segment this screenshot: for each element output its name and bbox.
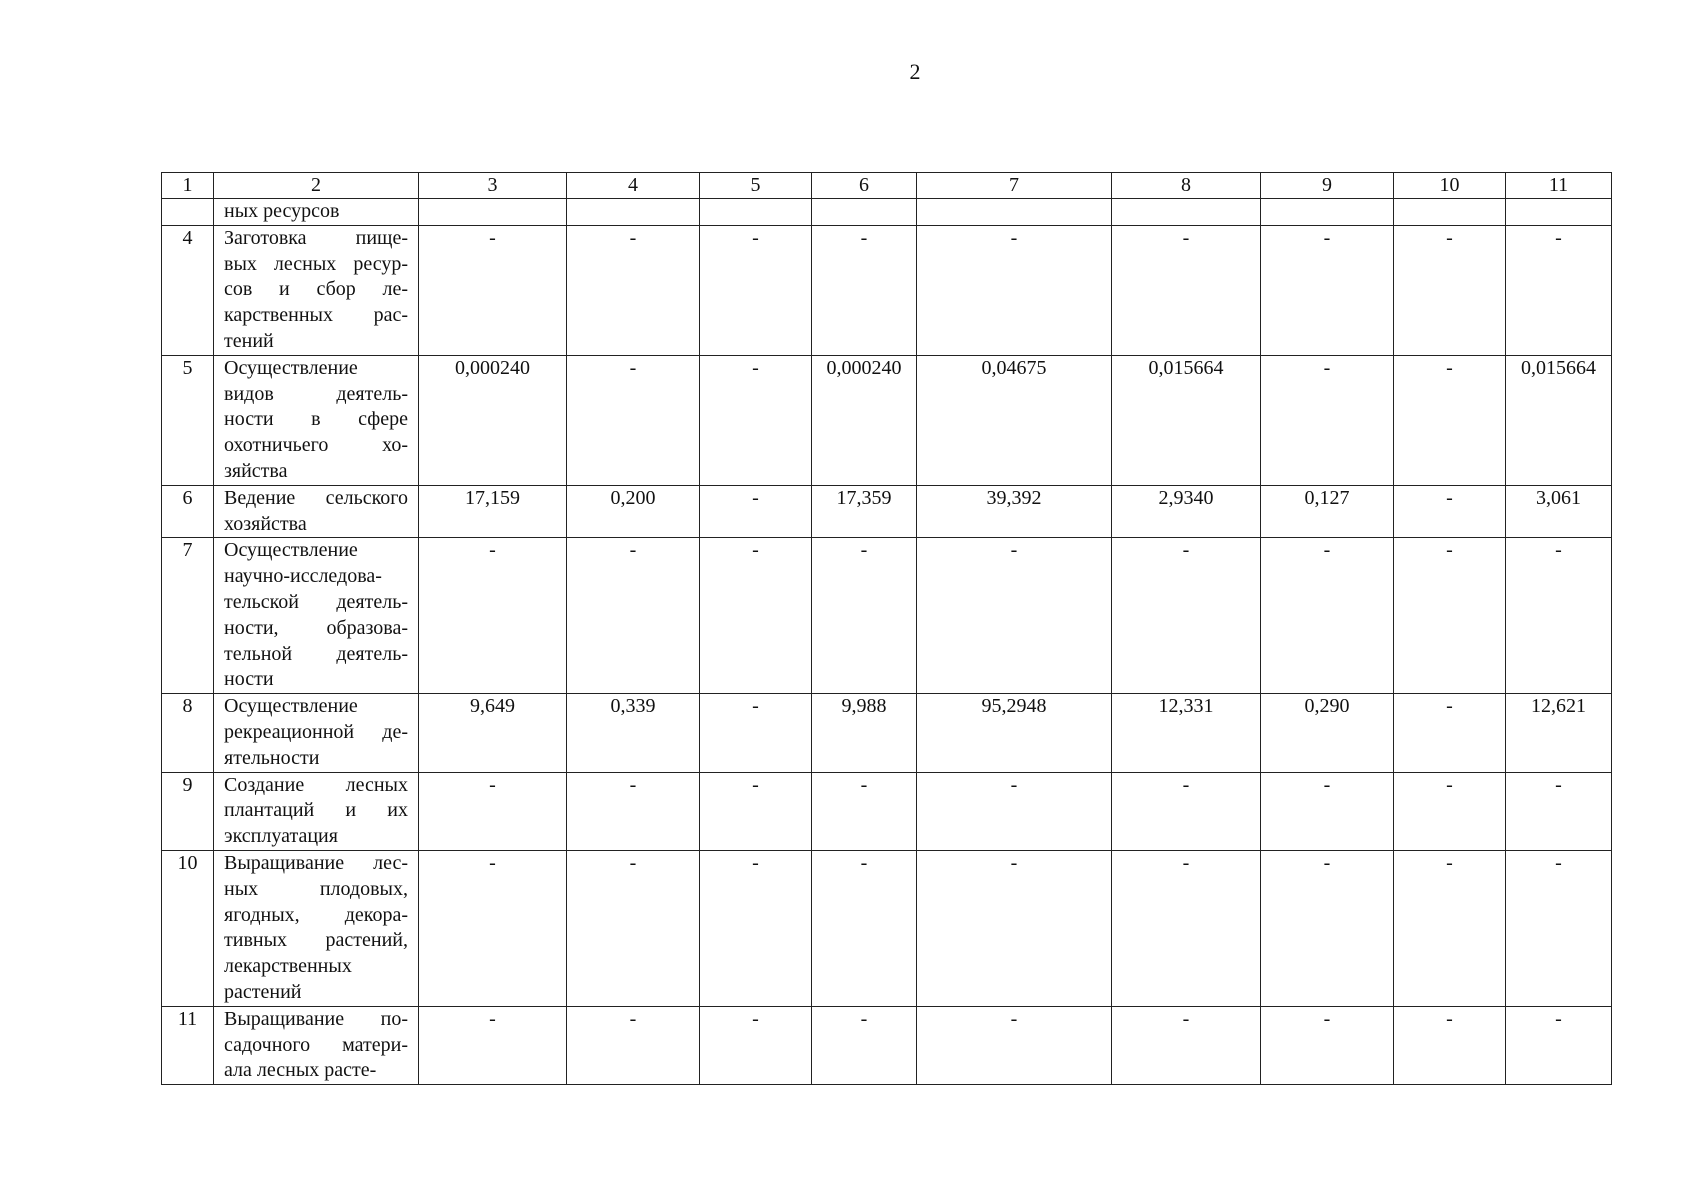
value-cell: - xyxy=(700,694,812,772)
row-number-cell: 11 xyxy=(162,1006,214,1084)
value-cell: - xyxy=(567,850,700,1006)
value-cell: - xyxy=(1506,772,1612,850)
value-cell: 0,04675 xyxy=(917,355,1112,485)
value-cell: - xyxy=(812,772,917,850)
value-cell: 0,339 xyxy=(567,694,700,772)
table-row xyxy=(162,850,1612,1006)
value-cell: - xyxy=(1394,355,1506,485)
value-cell: 3,061 xyxy=(1506,485,1612,538)
value-cell: - xyxy=(567,772,700,850)
column-number-cell: 11 xyxy=(1506,173,1612,199)
table-body xyxy=(162,173,1612,1085)
value-cell: - xyxy=(1394,538,1506,694)
column-number-cell: 5 xyxy=(700,173,812,199)
activity-description-line: охотничьего хо- xyxy=(224,434,408,457)
activity-description-line: тивных растений, xyxy=(224,929,408,952)
value-cell xyxy=(812,199,917,226)
column-number-cell: 10 xyxy=(1394,173,1506,199)
value-cell: - xyxy=(1394,225,1506,355)
value-cell: 0,290 xyxy=(1261,694,1394,772)
value-cell: - xyxy=(1394,772,1506,850)
value-cell: 0,000240 xyxy=(812,355,917,485)
value-cell: - xyxy=(419,772,567,850)
value-cell: 17,359 xyxy=(812,485,917,538)
activity-description-line: ности xyxy=(224,668,274,691)
value-cell: - xyxy=(1112,1006,1261,1084)
row-number-cell: 10 xyxy=(162,850,214,1006)
column-number-cell: 8 xyxy=(1112,173,1261,199)
activity-description-line: Выращивание лес- xyxy=(224,851,408,874)
activity-description-line: сов и сбор ле- xyxy=(224,278,408,301)
activity-description-line: рекреационной де- xyxy=(224,720,408,743)
value-cell: - xyxy=(1261,355,1394,485)
value-cell: - xyxy=(700,355,812,485)
table-row xyxy=(162,1006,1612,1084)
value-cell: - xyxy=(1112,850,1261,1006)
activity-description-line: ных ресурсов xyxy=(224,200,340,222)
value-cell: - xyxy=(917,850,1112,1006)
value-cell: - xyxy=(1394,485,1506,538)
activity-description-cell xyxy=(214,850,419,1006)
value-cell: 9,649 xyxy=(419,694,567,772)
value-cell: - xyxy=(1112,772,1261,850)
row-number-cell xyxy=(162,199,214,226)
activity-description-line: Выращивание по- xyxy=(224,1007,408,1030)
value-cell xyxy=(1112,199,1261,226)
value-cell: 0,000240 xyxy=(419,355,567,485)
value-cell: - xyxy=(700,538,812,694)
table-row xyxy=(162,199,1612,226)
value-cell xyxy=(567,199,700,226)
column-number-cell: 7 xyxy=(917,173,1112,199)
column-number-cell: 4 xyxy=(567,173,700,199)
value-cell: - xyxy=(1506,850,1612,1006)
row-number-cell: 6 xyxy=(162,485,214,538)
table-row xyxy=(162,485,1612,538)
value-cell: - xyxy=(567,355,700,485)
column-number-cell: 3 xyxy=(419,173,567,199)
activity-description-line: садочного матери- xyxy=(224,1033,408,1056)
value-cell: - xyxy=(812,538,917,694)
activity-description-line: эксплуатация xyxy=(224,825,338,848)
activity-description-line: Заготовка пище- xyxy=(224,226,408,249)
activity-description-line: научно-исследова- xyxy=(224,565,382,588)
activity-description-line: ала лесных расте- xyxy=(224,1059,377,1082)
page-number: 2 xyxy=(909,59,921,84)
activity-description-cell xyxy=(214,199,419,226)
value-cell xyxy=(419,199,567,226)
table-row xyxy=(162,772,1612,850)
value-cell: 2,9340 xyxy=(1112,485,1261,538)
value-cell xyxy=(917,199,1112,226)
value-cell: - xyxy=(700,772,812,850)
value-cell: - xyxy=(1394,850,1506,1006)
value-cell: - xyxy=(1112,538,1261,694)
value-cell: - xyxy=(700,225,812,355)
activity-description-line: тельной деятель- xyxy=(224,642,408,665)
value-cell: - xyxy=(1506,225,1612,355)
activity-description-line: Ведение сельского xyxy=(224,486,408,509)
activity-description-line: Создание лесных xyxy=(224,773,408,796)
value-cell: - xyxy=(700,850,812,1006)
value-cell: - xyxy=(1261,772,1394,850)
value-cell: - xyxy=(1394,694,1506,772)
value-cell xyxy=(1394,199,1506,226)
activity-description-line: Осуществление xyxy=(224,356,358,379)
value-cell: 0,200 xyxy=(567,485,700,538)
data-table xyxy=(161,172,1612,1085)
table-row xyxy=(162,538,1612,694)
activity-description-cell xyxy=(214,694,419,772)
value-cell: 0,015664 xyxy=(1112,355,1261,485)
activity-description-cell xyxy=(214,355,419,485)
table-row xyxy=(162,225,1612,355)
activity-description-line: карственных рас- xyxy=(224,304,408,327)
value-cell: 17,159 xyxy=(419,485,567,538)
value-cell: - xyxy=(567,1006,700,1084)
activity-description-cell xyxy=(214,772,419,850)
activity-description-line: вых лесных ресур- xyxy=(224,252,408,275)
value-cell: 39,392 xyxy=(917,485,1112,538)
activity-description-line: ности в сфере xyxy=(224,408,408,431)
value-cell: - xyxy=(1394,1006,1506,1084)
row-number-cell: 9 xyxy=(162,772,214,850)
value-cell: - xyxy=(700,485,812,538)
activity-description-line: ности, образова- xyxy=(224,616,408,639)
column-number-row xyxy=(162,173,1612,199)
value-cell: 12,331 xyxy=(1112,694,1261,772)
activity-description-line: ягодных, декора- xyxy=(224,903,408,926)
row-number-cell: 5 xyxy=(162,355,214,485)
activity-description-cell xyxy=(214,538,419,694)
value-cell: - xyxy=(1112,225,1261,355)
value-cell: - xyxy=(1261,225,1394,355)
value-cell: - xyxy=(917,225,1112,355)
activity-description-cell xyxy=(214,485,419,538)
activity-description-cell xyxy=(214,1006,419,1084)
activity-description-line: ятельности xyxy=(224,746,320,769)
value-cell: - xyxy=(419,850,567,1006)
value-cell: 0,015664 xyxy=(1506,355,1612,485)
value-cell: - xyxy=(812,850,917,1006)
value-cell: - xyxy=(567,225,700,355)
column-number-cell: 2 xyxy=(214,173,419,199)
value-cell: 95,2948 xyxy=(917,694,1112,772)
activity-description-line: Осуществление xyxy=(224,695,358,718)
value-cell: - xyxy=(917,772,1112,850)
value-cell: - xyxy=(567,538,700,694)
value-cell: - xyxy=(1506,1006,1612,1084)
column-number-cell: 9 xyxy=(1261,173,1394,199)
value-cell: - xyxy=(419,1006,567,1084)
value-cell xyxy=(1506,199,1612,226)
value-cell: 12,621 xyxy=(1506,694,1612,772)
value-cell: - xyxy=(1261,1006,1394,1084)
row-number-cell: 7 xyxy=(162,538,214,694)
activity-description-line: тельской деятель- xyxy=(224,590,408,613)
value-cell: - xyxy=(917,1006,1112,1084)
value-cell: - xyxy=(1261,850,1394,1006)
column-number-cell: 6 xyxy=(812,173,917,199)
value-cell: - xyxy=(917,538,1112,694)
row-number-cell: 4 xyxy=(162,225,214,355)
value-cell: - xyxy=(812,225,917,355)
value-cell xyxy=(1261,199,1394,226)
value-cell: 9,988 xyxy=(812,694,917,772)
row-number-cell: 8 xyxy=(162,694,214,772)
activity-description-line: тений xyxy=(224,329,274,352)
column-number-cell: 1 xyxy=(162,173,214,199)
table-row xyxy=(162,694,1612,772)
activity-description-line: растений xyxy=(224,980,302,1003)
activity-description-line: плантаций и их xyxy=(224,799,408,822)
value-cell: - xyxy=(1506,538,1612,694)
activity-description-line: ных плодовых, xyxy=(224,877,408,900)
activity-description-line: зяйства xyxy=(224,459,288,482)
activity-description-line: лекарственных xyxy=(224,955,352,978)
activity-description-cell xyxy=(214,225,419,355)
activity-description-line: видов деятель- xyxy=(224,382,408,405)
table-row xyxy=(162,355,1612,485)
value-cell: - xyxy=(419,225,567,355)
value-cell: - xyxy=(1261,538,1394,694)
activity-description-line: Осуществление xyxy=(224,539,358,562)
activity-description-line: хозяйства xyxy=(224,512,307,535)
value-cell xyxy=(700,199,812,226)
value-cell: - xyxy=(700,1006,812,1084)
value-cell: 0,127 xyxy=(1261,485,1394,538)
value-cell: - xyxy=(419,538,567,694)
value-cell: - xyxy=(812,1006,917,1084)
